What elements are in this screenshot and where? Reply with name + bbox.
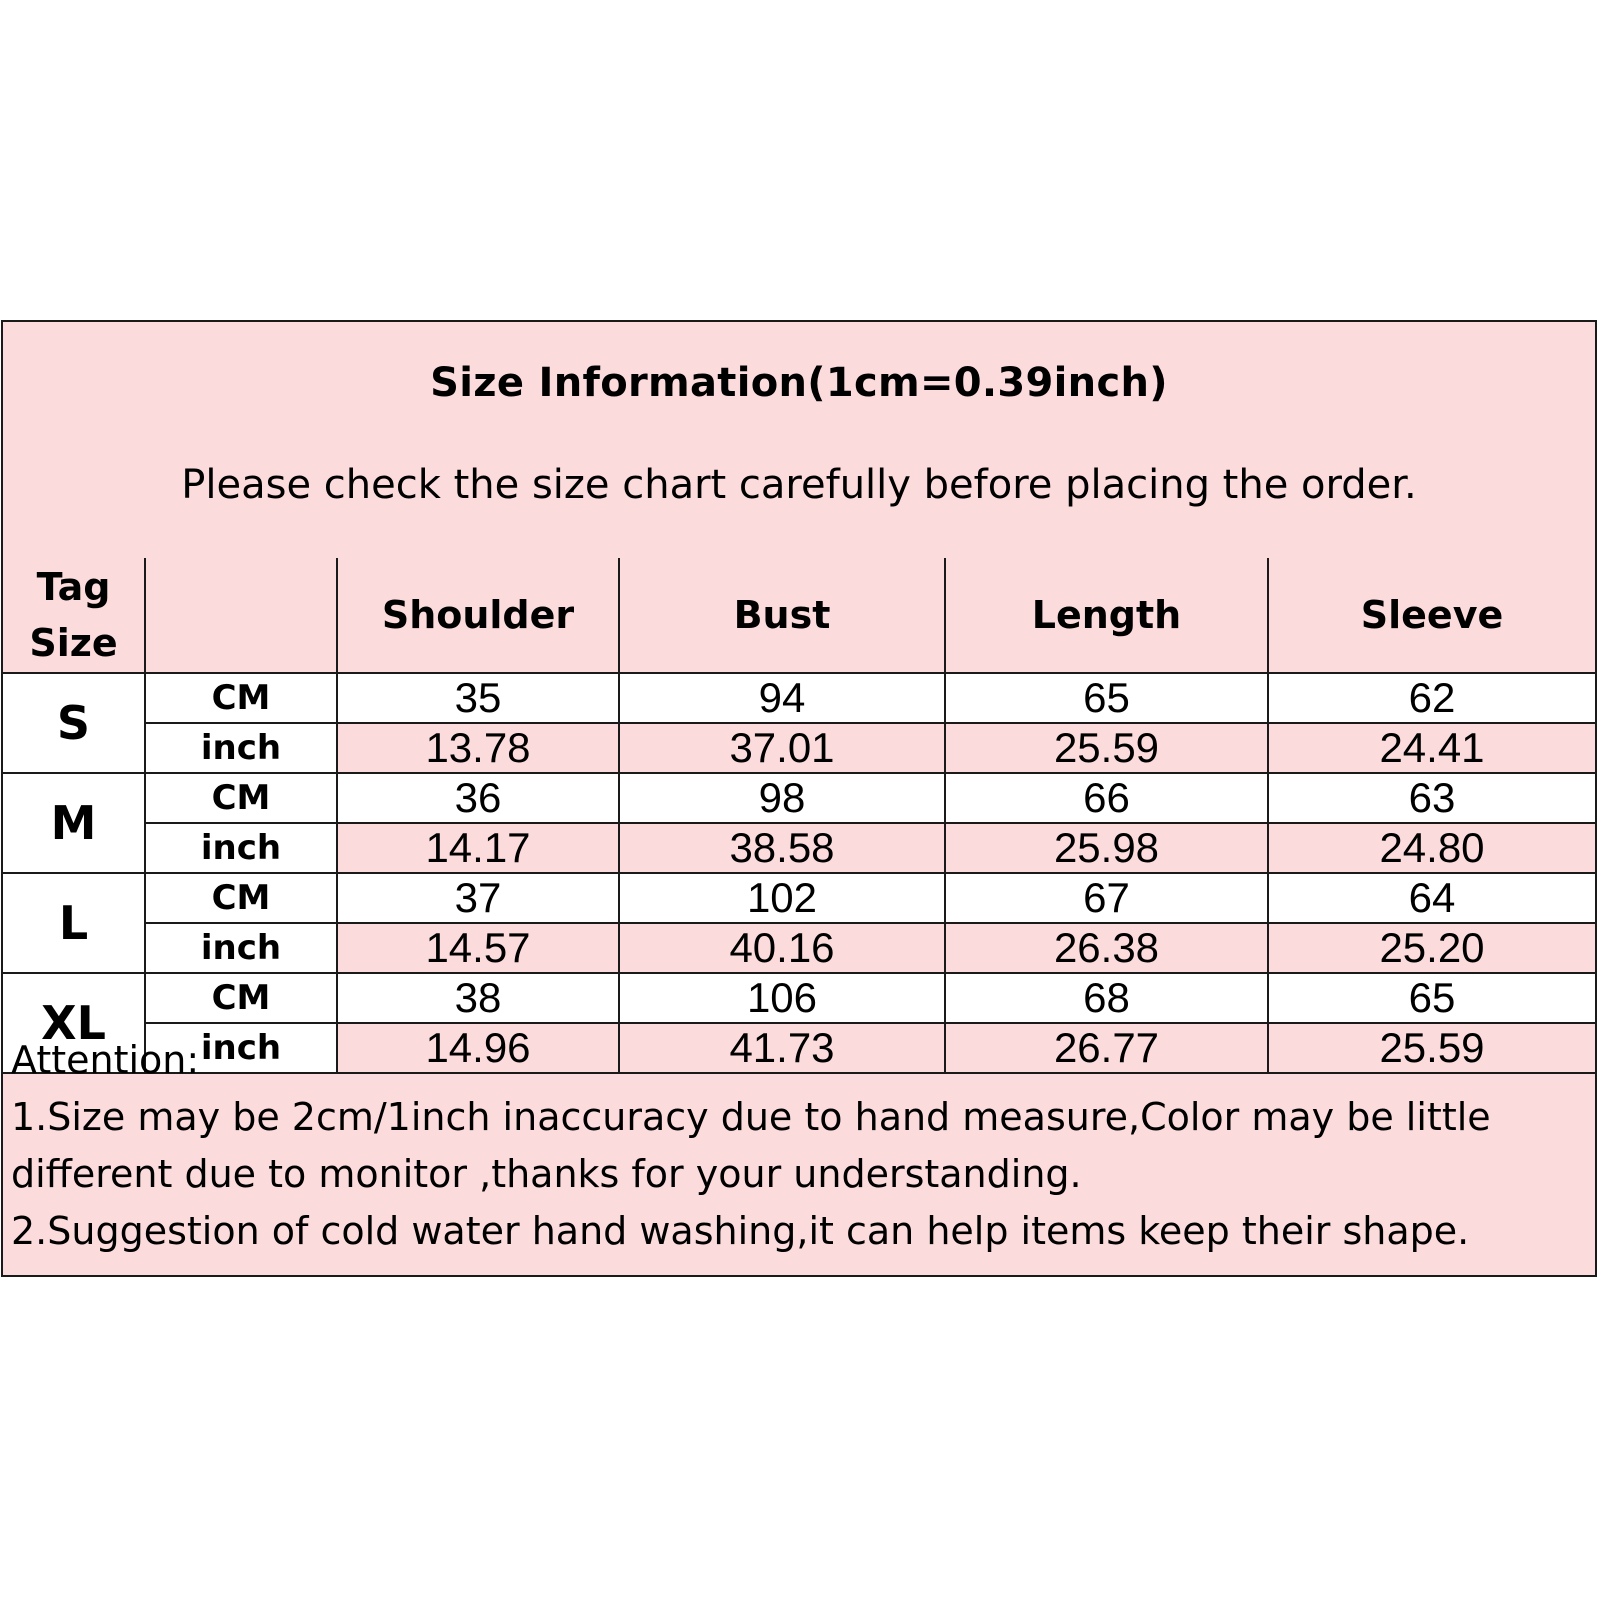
- notes-heading: Attention:: [11, 1038, 200, 1082]
- table-cell: 98: [619, 773, 945, 823]
- table-cell: 67: [945, 873, 1268, 923]
- table-cell: 37: [337, 873, 619, 923]
- table-cell: 63: [1268, 773, 1595, 823]
- unit-label: CM: [145, 973, 337, 1023]
- table-cell: 25.59: [1268, 1023, 1595, 1073]
- size-label: XL: [3, 973, 145, 1073]
- table-cell: 14.57: [337, 923, 619, 973]
- table-cell: 25.20: [1268, 923, 1595, 973]
- notes-line-1: 1.Size may be 2cm/1inch inaccuracy due to hand measure,Color may be little: [11, 1095, 1491, 1139]
- table-cell: 36: [337, 773, 619, 823]
- table-cell: 24.41: [1268, 723, 1595, 773]
- table-cell: 14.17: [337, 823, 619, 873]
- table-row: [3, 923, 1595, 973]
- chart-subtitle: Please check the size chart carefully before placing the order.: [181, 462, 1417, 508]
- table-cell: 25.59: [945, 723, 1268, 773]
- table-row: [3, 873, 1595, 923]
- size-label: L: [3, 873, 145, 973]
- table-row: [3, 673, 1595, 723]
- table-row: [3, 773, 1595, 823]
- unit-header: [145, 558, 337, 673]
- table-cell: 26.38: [945, 923, 1268, 973]
- size-label: M: [3, 773, 145, 873]
- table-cell: 65: [945, 673, 1268, 723]
- unit-label: CM: [145, 873, 337, 923]
- notes-line-2: different due to monitor ,thanks for your understanding.: [11, 1152, 1082, 1196]
- table-cell: 41.73: [619, 1023, 945, 1073]
- tag-size-header: Tag Size: [3, 558, 145, 673]
- notes-line-3: 2.Suggestion of cold water hand washing,it can help items keep their shape.: [11, 1209, 1470, 1253]
- attention-notes: [11, 1032, 1591, 1260]
- table-cell: 40.16: [619, 923, 945, 973]
- table-cell: 38: [337, 973, 619, 1023]
- table-cell: 24.80: [1268, 823, 1595, 873]
- size-chart: [1, 320, 1597, 1277]
- table-cell: 66: [945, 773, 1268, 823]
- unit-label: inch: [145, 923, 337, 973]
- column-header-shoulder: Shoulder: [337, 558, 619, 673]
- unit-label: inch: [145, 1023, 337, 1073]
- table-cell: 94: [619, 673, 945, 723]
- table-cell: 106: [619, 973, 945, 1023]
- column-header-length: Length: [945, 558, 1268, 673]
- table-cell: 25.98: [945, 823, 1268, 873]
- table-cell: 14.96: [337, 1023, 619, 1073]
- table-cell: 65: [1268, 973, 1595, 1023]
- unit-label: inch: [145, 823, 337, 873]
- unit-label: CM: [145, 773, 337, 823]
- table-cell: 102: [619, 873, 945, 923]
- table-cell: 68: [945, 973, 1268, 1023]
- table-header-row: [3, 558, 1595, 673]
- table-cell: 62: [1268, 673, 1595, 723]
- table-cell: 64: [1268, 873, 1595, 923]
- table-cell: 37.01: [619, 723, 945, 773]
- chart-header: [3, 322, 1595, 560]
- table-cell: 26.77: [945, 1023, 1268, 1073]
- column-header-sleeve: Sleeve: [1268, 558, 1595, 673]
- unit-label: inch: [145, 723, 337, 773]
- size-table: [3, 558, 1595, 1074]
- table-cell: 35: [337, 673, 619, 723]
- table-row: [3, 973, 1595, 1023]
- size-label: S: [3, 673, 145, 773]
- table-cell: 38.58: [619, 823, 945, 873]
- chart-title: Size Information(1cm=0.39inch): [430, 360, 1168, 406]
- table-row: [3, 823, 1595, 873]
- unit-label: CM: [145, 673, 337, 723]
- table-cell: 13.78: [337, 723, 619, 773]
- column-header-bust: Bust: [619, 558, 945, 673]
- table-row: [3, 723, 1595, 773]
